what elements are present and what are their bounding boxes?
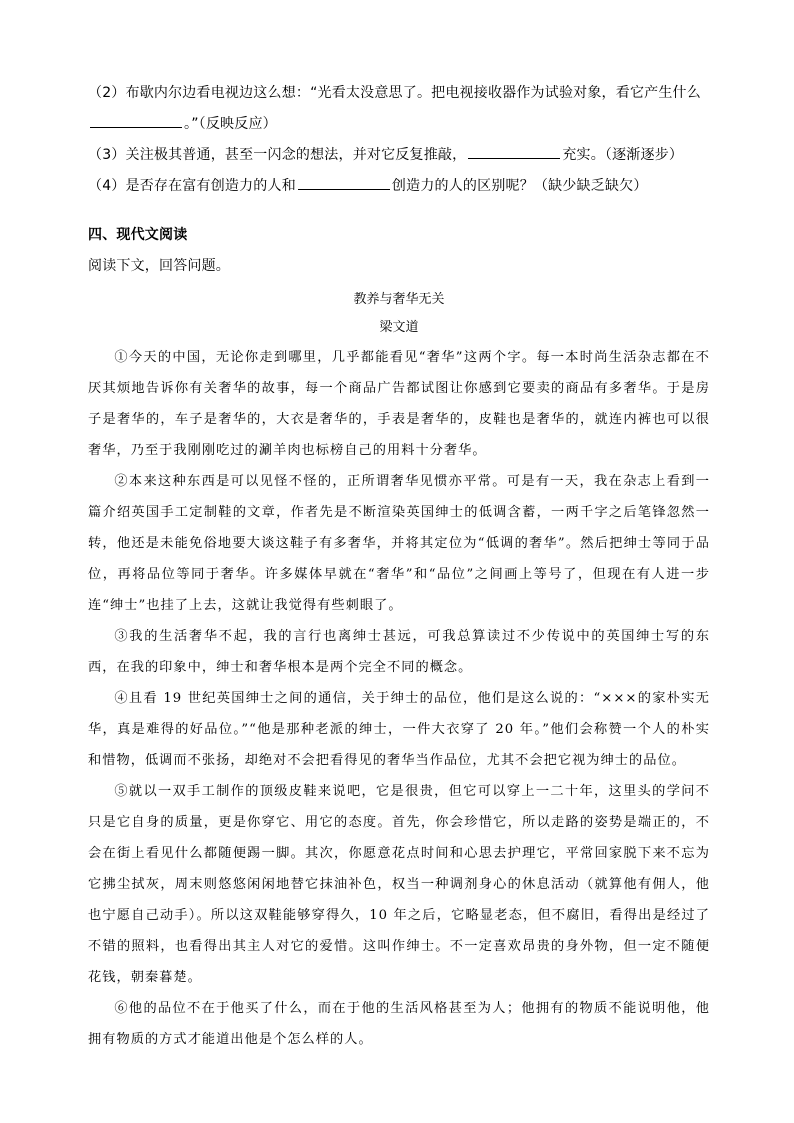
question-3-suffix: 充实。（逐渐逐步） <box>562 147 684 163</box>
answer-blank[interactable] <box>298 177 390 190</box>
answer-blank[interactable] <box>468 146 560 159</box>
question-2-line-2 <box>88 109 710 140</box>
question-3-prefix: （3）关注极其普通，甚至一闪念的想法，并对它反复推敲， <box>88 147 467 163</box>
article-paragraph-4: ④且看 19 世纪英国绅士之间的通信，关于绅士的品位，他们是这么说的：“×××的家朴实无华，真是难得的好品位。”“他是那种老派的绅士，一件大衣穿了 20 年。”他们会称赞一个人的朴实和惜物，低调而不张扬，却绝对不会把看得见的奢华当作品位，尤其不会把它视为绅士的品位。 <box>88 691 710 768</box>
article-paragraph-5: ⑤就以一双手工制作的顶级皮鞋来说吧，它是很贵，但它可以穿上一二十年，这里头的学问不只是它自身的质量，更是你穿它、用它的态度。首先，你会珍惜它，所以走路的姿势是端正的，不会在街上看见什么都随便踢一脚。其次，你愿意花点时间和心思去护理它，平常回家脱下来不忘为它拂尘拭灰，周末则悠悠闲闲地替它抹油补色，权当一种调剂身心的休息活动（就算他有佣人，他也宁愿自己动手）。所以这双鞋能够穿得久，10 年之后，它略显老态，但不腐旧，看得出是经过了不错的照料，也看得出其主人对它的爱惜。这叫作绅士。不一定喜欢昂贵的身外物，但一定不随便花钱，朝秦暮楚。 <box>88 784 710 985</box>
answer-blank[interactable] <box>90 115 182 128</box>
article-paragraph-2: ②本来这种东西是可以见怪不怪的，正所谓奢华见惯亦平常。可是有一天，我在杂志上看到一篇介绍英国手工定制鞋的文章，作者先是不断渲染英国绅士的低调含蓄，一两千字之后笔锋忽然一转，他还是未能免俗地要大谈这鞋子有多奢华，并将其定位为“低调的奢华”。然后把绅士等同于品位，再将品位等同于奢华。许多媒体早就在“奢华”和“品位”之间画上等号了，但现在有人进一步连“绅士”也挂了上去，这就让我觉得有些刺眼了。 <box>88 474 710 613</box>
article-paragraph-6: ⑥他的品位不在于他买了什么，而在于他的生活风格甚至为人；他拥有的物质不能说明他，他拥有物质的方式才能道出他是个怎么样的人。 <box>88 1001 710 1047</box>
question-4-suffix: 创造力的人的区别呢？（缺少缺乏缺欠） <box>391 178 648 194</box>
question-4 <box>88 171 710 202</box>
section-title: 四、现代文阅读 <box>88 227 188 243</box>
question-4-prefix: （4）是否存在富有创造力的人和 <box>88 178 296 194</box>
question-3 <box>88 140 710 171</box>
article-author: 梁文道 <box>379 320 419 335</box>
article-title: 教养与奢华无关 <box>353 292 445 307</box>
section-instruction: 阅读下文，回答问题。 <box>88 258 230 274</box>
document-page <box>88 78 710 1055</box>
article-paragraph-1: ①今天的中国，无论你走到哪里，几乎都能看见“奢华”这两个字。每一本时尚生活杂志都在不厌其烦地告诉你有关奢华的故事，每一个商品广告都试图让你感到它要卖的商品有多奢华。于是房子是奢华的，车子是奢华的，大衣是奢华的，手表是奢华的，皮鞋也是奢华的，就连内裤也可以很奢华，乃至于我刚刚吃过的涮羊肉也标榜自己的用料十分奢华。 <box>88 350 710 458</box>
article-paragraph-3: ③我的生活奢华不起，我的言行也离绅士甚远，可我总算读过不少传说中的英国绅士写的东西，在我的印象中，绅士和奢华根本是两个完全不同的概念。 <box>88 629 710 675</box>
article <box>88 286 710 1055</box>
question-2-suffix: 。”（反映反应） <box>184 116 277 132</box>
question-2-line-1: （2）布歇内尔边看电视边这么想：“光看太没意思了。把电视接收器作为试验对象，看它产生什么 <box>88 85 701 101</box>
